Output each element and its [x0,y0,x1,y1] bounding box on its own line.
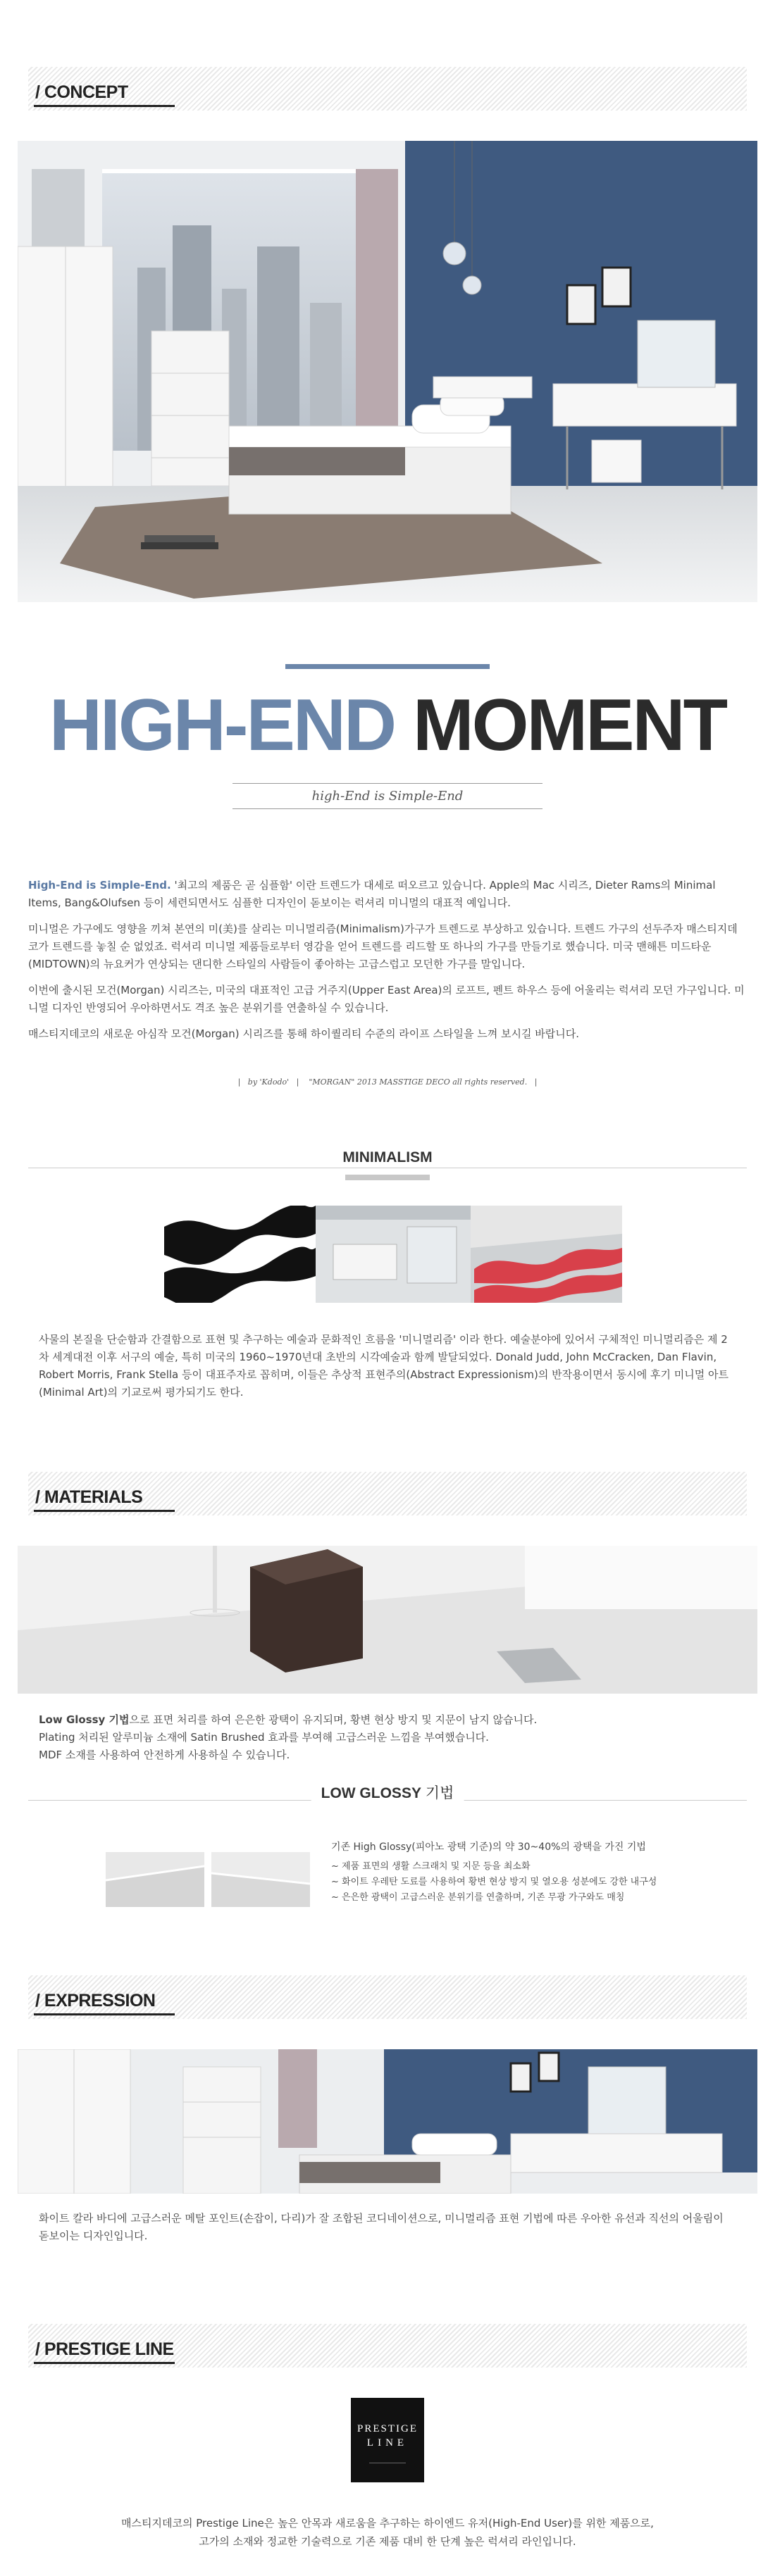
materials-text [39,1711,736,1764]
headline-accent-bar [285,664,490,669]
low-glossy-sample-2 [211,1852,310,1907]
section-title: / MATERIALS [35,1487,143,1507]
headline-tagline: high-End is Simple-End [311,789,464,804]
prestige-line-logo: PRESTIGE LINE [351,2398,424,2482]
low-glossy-header [28,1782,747,1810]
section-header-expression [28,1975,747,2019]
concept-paragraph-1: High-End is Simple-End. '최고의 제품은 곧 심플함' 이란 트렌드가 대세로 떠오르고 있습니다. Apple의 Mac 시리즈, Dieter Rams의 Minimal Items, Bang&Olufsen 등이 세련되면서도 심플한 디자인이 돋보이는 럭셔리 미니멀의 대표적 예입니다. [28,879,716,909]
low-glossy-sample-1 [106,1852,204,1907]
section-header-materials [28,1472,747,1515]
concept-paragraph-2: 미니멀은 가구에도 영향을 끼쳐 본연의 미(美)를 살리는 미니멀리즘(Minimalism)가구가 트렌드로 부상하고 있습니다. 트렌드 가구의 선두주자 매스티지데코가 트렌드를 놓칠 순 없었죠. 럭셔리 미니멀 제품들로부터 영감을 얻어 트렌드를 리드할 또 하나의 가구를 만들기로 했습니다. 미국 맨해튼 미드타운(MIDTOWN)의 뉴요커가 연상되는 댄디한 스타일의 사람들이 좋아하는 고급스럽고 모던한 가구를 말입니다. [28,923,738,970]
low-glossy-desc: 기존 High Glossy(피아노 광택 기준)의 약 30~40%의 광택을 가진 기법 ~ 제품 표면의 생활 스크래치 및 지문 등을 최소화 ~ 화이트 우레탄 도료를 사용하여 황변 현상 방지 및 열오용 성분에도 강한 내구성 ~ 은은한 광택이 고급스러운 분위기를 연출하며, 기존 무광 가구와도 매칭 [331,1842,657,1903]
headline [0,680,775,771]
minimalism-collage [164,1206,622,1303]
concept-lead: High-End is Simple-End. [28,879,171,892]
expression-text: 화이트 칼라 바디에 고급스러운 메탈 포인트(손잡이, 다리)가 잘 조합된 코디네이션으로, 미니멀리즘 표현 기법에 따른 우아한 유선과 직선의 어울림이 돋보이는 디자인입니다. [39,2212,724,2242]
minimalism-text: 사물의 본질을 단순함과 간결함으로 표현 및 추구하는 예술과 문화적인 흐름을 '미니멀리즘' 이라 한다. 예술분야에 있어서 구체적인 미니멀리즘은 제 2차 세계대전 이후 서구의 예술, 특히 미국의 1960~1970년대 초반의 시각예술과 함께 발달되었다. Donald Judd, John McCracken, Dan Flavin, Robert Morris, Frank Stella 등이 대표주자로 꼽히며, 이들은 추상적 표현주의(Abstract Expressionism)의 반작용이면서 동시에 후기 미니멀 아트(Minimal Art)의 기교로써 평가되기도 한다. [39,1333,729,1399]
low-glossy-title: LOW GLOSSY 기법 [311,1782,464,1803]
minimalism-header [28,1149,747,1177]
credit-line: | by 'Kdodo' | "MORGAN" 2013 MASSTIGE DECO all rights reserved. | [237,1077,538,1087]
bedroom-illustration [18,141,757,602]
concept-text [28,877,747,1043]
expression-photo [18,2049,757,2194]
section-header-prestige [28,2324,747,2368]
materials-line-3: MDF 소재를 사용하여 안전하게 사용하실 수 있습니다. [39,1749,290,1761]
section-header-concept [28,67,747,111]
headline-high-end: HIGH-END [49,684,395,766]
headline-moment: MOMENT [412,684,726,766]
materials-line-1: Low Glossy 기법으로 표면 처리를 하여 은은한 광택이 유지되며, 황변 현상 방지 및 지문이 남지 않습니다. [39,1713,538,1726]
concept-paragraph-3: 이번에 출시된 모건(Morgan) 시리즈는, 미국의 대표적인 고급 거주지(Upper East Area)의 로프트, 펜트 하우스 등에 어울리는 럭셔리 모던 가구입니다. 미니멀 디자인 반영되어 우아하면서도 격조 높은 분위기를 연출하실 수 있습니다. [28,984,745,1014]
minimalism-title: MINIMALISM [333,1149,442,1166]
section-title: / PRESTIGE LINE [35,2339,174,2359]
section-title: / EXPRESSION [35,1991,156,2011]
bedroom-hero-photo [18,141,757,602]
concept-paragraph-4: 매스티지데코의 새로운 아심작 모건(Morgan) 시리즈를 통해 하이퀄리티 수준의 라이프 스타일을 느껴 보시길 바랍니다. [28,1027,579,1040]
materials-line-2: Plating 처리된 알루미늄 소재에 Satin Brushed 효과를 부여해 고급스러운 느낌을 부여했습니다. [39,1731,489,1744]
section-title: / CONCEPT [35,82,128,102]
prestige-text: 매스티지데코의 Prestige Line은 높은 안목과 새로움을 추구하는 하이엔드 유저(High-End User)를 위한 제품으로, 고가의 소재와 정교한 기술력으로 기존 제품 대비 한 단계 높은 럭셔리 라인입니다. [121,2517,654,2548]
materials-detail-photo [18,1546,757,1694]
